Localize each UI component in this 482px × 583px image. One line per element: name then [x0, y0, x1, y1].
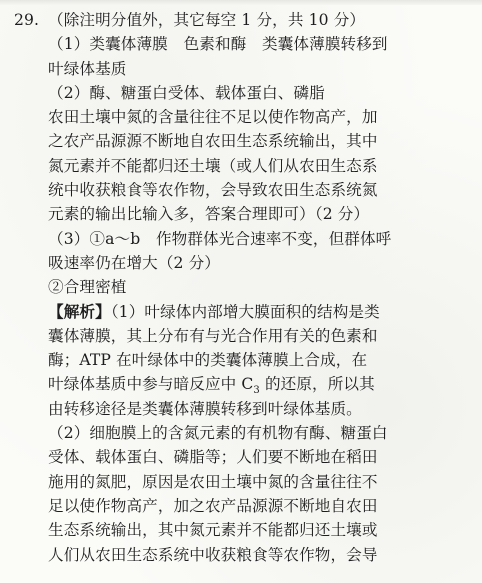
- analysis-line-7: 受体、载体蛋白、磷脂等；人们要不断地在稻田: [48, 448, 378, 467]
- analysis-line-3: 酶；ATP 在叶绿体中的类囊体薄膜上合成，在: [48, 351, 368, 370]
- analysis-line-11: 人们从农田生态系统中收获粮食等农作物，会导: [48, 545, 378, 564]
- answer-line-3: （2）酶、糖蛋白受体、载体蛋白、磷脂: [48, 83, 325, 102]
- analysis-line-4-pre: 叶绿体基质中参与暗反应中 C: [48, 375, 254, 394]
- question-number: 29.: [14, 11, 40, 29]
- answer-content: [14, 8, 476, 567]
- score-note: （除注明分值外，其它每空 1 分，共 10 分）: [48, 11, 366, 29]
- answer-line-8: 元素的输出比输入多，答案合理即可）（2 分）: [48, 205, 370, 224]
- answer-line-4: 农田土壤中氮的含量往往不足以使作物高产，加: [48, 108, 378, 127]
- analysis-line-4-post: 的还原，所以其: [259, 375, 375, 394]
- answer-line-6: 氮元素并不能都归还土壤（或人们从农田生态系: [48, 156, 378, 175]
- answer-line-2: 叶绿体基质: [48, 59, 127, 78]
- answer-line-10: 吸速率仍在增大（2 分）: [48, 253, 221, 272]
- answer-line-7: 统中收获粮食等农作物，会导致农田生态系统氮: [48, 181, 378, 200]
- analysis-line-2: 囊体薄膜，其上分布有与光合作用有关的色素和: [48, 326, 378, 345]
- analysis-line-5: 由转移途径是类囊体薄膜转移到叶绿体基质。: [48, 399, 362, 418]
- answer-line-5: 之农产品源源不断地自农田生态系统输出，其中: [48, 132, 378, 151]
- answer-line-1: （1）类囊体薄膜 色素和酶 类囊体薄膜转移到: [48, 35, 388, 54]
- analysis-label: 【解析】: [48, 301, 111, 321]
- analysis-line-4: [14, 372, 476, 396]
- analysis-line-6: （2）细胞膜上的含氮元素的有机物有酶、糖蛋白: [48, 424, 388, 443]
- analysis-line-10: 生态系统输出，其中氮元素并不能都归还土壤或: [48, 521, 378, 540]
- analysis-line-9: 足以使作物高产，加之农产品源源不断地自农田: [48, 496, 378, 515]
- question-header-line: [14, 8, 476, 32]
- analysis-line-8: 施用的氮肥，原因是农田土壤中氮的含量往往不: [48, 472, 378, 491]
- c3-subscript: 3: [253, 385, 260, 397]
- answer-line-11: ②合理密植: [48, 278, 127, 297]
- analysis-line-1-text: （1）叶绿体内部增大膜面积的结构是类: [110, 302, 380, 321]
- top-edge: [0, 0, 482, 5]
- answer-line-9: （3）①a～b 作物群体光合速率不变，但群体呼: [48, 229, 392, 248]
- analysis-line-1: [14, 300, 476, 324]
